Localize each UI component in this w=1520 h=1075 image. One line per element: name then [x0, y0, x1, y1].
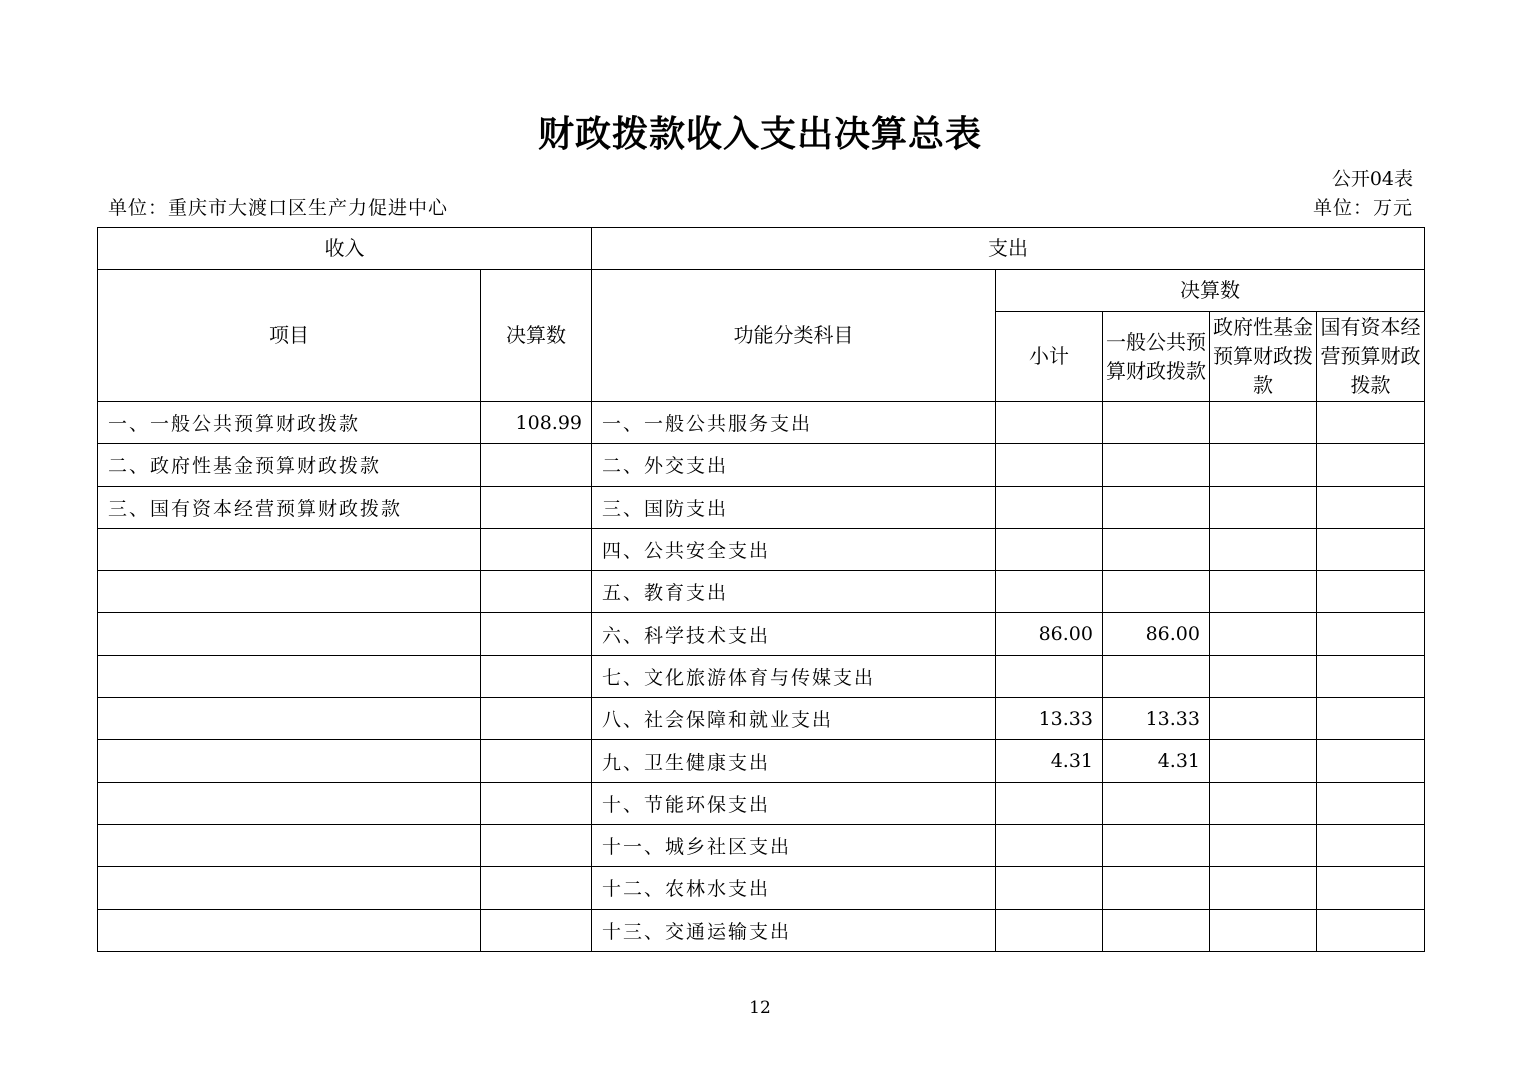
state-capital-cell — [1317, 528, 1425, 570]
income-amount-cell — [481, 528, 592, 570]
gov-fund-header: 政府性基金预算财政拨款 — [1210, 312, 1317, 402]
general-budget-cell: 4.31 — [1103, 740, 1210, 782]
general-budget-cell — [1103, 528, 1210, 570]
state-capital-cell — [1317, 698, 1425, 740]
state-capital-cell — [1317, 655, 1425, 697]
item-header: 项目 — [98, 270, 481, 402]
income-item-cell: 一、一般公共预算财政拨款 — [98, 402, 481, 444]
general-budget-cell: 13.33 — [1103, 698, 1210, 740]
table-row — [98, 613, 1425, 655]
general-budget-cell — [1103, 655, 1210, 697]
income-item-cell — [98, 782, 481, 824]
subtotal-cell — [996, 444, 1103, 486]
general-budget-cell — [1103, 909, 1210, 951]
income-item-cell — [98, 528, 481, 570]
state-capital-cell — [1317, 782, 1425, 824]
income-amount-cell — [481, 486, 592, 528]
subtotal-cell: 13.33 — [996, 698, 1103, 740]
subtotal-cell — [996, 655, 1103, 697]
expense-item-cell: 十、节能环保支出 — [592, 782, 996, 824]
income-item-cell — [98, 655, 481, 697]
expense-item-cell: 五、教育支出 — [592, 571, 996, 613]
state-capital-cell — [1317, 486, 1425, 528]
income-amount-cell: 108.99 — [481, 402, 592, 444]
income-item-cell — [98, 613, 481, 655]
income-item-cell — [98, 867, 481, 909]
page-number: 12 — [749, 998, 771, 1018]
state-capital-cell — [1317, 867, 1425, 909]
state-capital-header: 国有资本经营预算财政拨款 — [1317, 312, 1425, 402]
income-amount-cell — [481, 782, 592, 824]
income-amount-cell — [481, 698, 592, 740]
final-amount-group-header: 决算数 — [996, 270, 1425, 312]
subtotal-header: 小计 — [996, 312, 1103, 402]
function-category-header: 功能分类科目 — [592, 270, 996, 402]
subtotal-cell — [996, 824, 1103, 866]
income-amount-header: 决算数 — [481, 270, 592, 402]
income-item-cell: 三、国有资本经营预算财政拨款 — [98, 486, 481, 528]
subtotal-cell — [996, 909, 1103, 951]
table-row — [98, 782, 1425, 824]
income-item-cell: 二、政府性基金预算财政拨款 — [98, 444, 481, 486]
gov-fund-cell — [1210, 613, 1317, 655]
gov-fund-cell — [1210, 909, 1317, 951]
general-budget-cell — [1103, 444, 1210, 486]
gov-fund-cell — [1210, 444, 1317, 486]
unit-organization: 单位：重庆市大渡口区生产力促进中心 — [108, 197, 449, 219]
expense-item-cell: 二、外交支出 — [592, 444, 996, 486]
unit-currency: 单位：万元 — [1312, 197, 1413, 219]
table-row — [98, 571, 1425, 613]
gov-fund-cell — [1210, 655, 1317, 697]
table-row — [98, 909, 1425, 951]
subtotal-cell — [996, 402, 1103, 444]
general-budget-cell — [1103, 782, 1210, 824]
subtotal-cell: 4.31 — [996, 740, 1103, 782]
income-amount-cell — [481, 571, 592, 613]
state-capital-cell — [1317, 444, 1425, 486]
gov-fund-cell — [1210, 402, 1317, 444]
gov-fund-cell — [1210, 782, 1317, 824]
state-capital-cell — [1317, 571, 1425, 613]
income-amount-cell — [481, 740, 592, 782]
budget-table — [97, 227, 1425, 952]
gov-fund-cell — [1210, 571, 1317, 613]
form-number: 公开04表 — [1331, 168, 1413, 190]
gov-fund-cell — [1210, 698, 1317, 740]
table-row — [98, 655, 1425, 697]
expense-item-cell: 十三、交通运输支出 — [592, 909, 996, 951]
gov-fund-cell — [1210, 486, 1317, 528]
general-budget-cell — [1103, 486, 1210, 528]
table-row — [98, 486, 1425, 528]
gov-fund-cell — [1210, 867, 1317, 909]
expense-item-cell: 十一、城乡社区支出 — [592, 824, 996, 866]
table-row — [98, 824, 1425, 866]
expense-item-cell: 十二、农林水支出 — [592, 867, 996, 909]
expense-item-cell: 七、文化旅游体育与传媒支出 — [592, 655, 996, 697]
subtotal-cell: 86.00 — [996, 613, 1103, 655]
expense-item-cell: 九、卫生健康支出 — [592, 740, 996, 782]
gov-fund-cell — [1210, 740, 1317, 782]
income-item-cell — [98, 740, 481, 782]
income-item-cell — [98, 909, 481, 951]
income-amount-cell — [481, 613, 592, 655]
table-row — [98, 698, 1425, 740]
general-budget-cell: 86.00 — [1103, 613, 1210, 655]
expense-item-cell: 六、科学技术支出 — [592, 613, 996, 655]
income-header: 收入 — [98, 228, 592, 270]
general-budget-cell — [1103, 571, 1210, 613]
general-budget-header: 一般公共预算财政拨款 — [1103, 312, 1210, 402]
table-row — [98, 528, 1425, 570]
table-row — [98, 444, 1425, 486]
expense-item-cell: 八、社会保障和就业支出 — [592, 698, 996, 740]
income-amount-cell — [481, 824, 592, 866]
page-title: 财政拨款收入支出决算总表 — [537, 114, 982, 155]
subtotal-cell — [996, 528, 1103, 570]
income-item-cell — [98, 571, 481, 613]
state-capital-cell — [1317, 402, 1425, 444]
subtotal-cell — [996, 571, 1103, 613]
general-budget-cell — [1103, 824, 1210, 866]
expense-item-cell: 四、公共安全支出 — [592, 528, 996, 570]
table-row — [98, 867, 1425, 909]
income-amount-cell — [481, 655, 592, 697]
expense-item-cell: 三、国防支出 — [592, 486, 996, 528]
gov-fund-cell — [1210, 824, 1317, 866]
table-row — [98, 740, 1425, 782]
income-amount-cell — [481, 909, 592, 951]
income-item-cell — [98, 698, 481, 740]
income-amount-cell — [481, 444, 592, 486]
expense-header: 支出 — [592, 228, 1425, 270]
general-budget-cell — [1103, 402, 1210, 444]
subtotal-cell — [996, 782, 1103, 824]
state-capital-cell — [1317, 824, 1425, 866]
state-capital-cell — [1317, 613, 1425, 655]
table-row — [98, 402, 1425, 444]
state-capital-cell — [1317, 740, 1425, 782]
subtotal-cell — [996, 867, 1103, 909]
expense-item-cell: 一、一般公共服务支出 — [592, 402, 996, 444]
subtotal-cell — [996, 486, 1103, 528]
general-budget-cell — [1103, 867, 1210, 909]
income-item-cell — [98, 824, 481, 866]
income-amount-cell — [481, 867, 592, 909]
state-capital-cell — [1317, 909, 1425, 951]
gov-fund-cell — [1210, 528, 1317, 570]
